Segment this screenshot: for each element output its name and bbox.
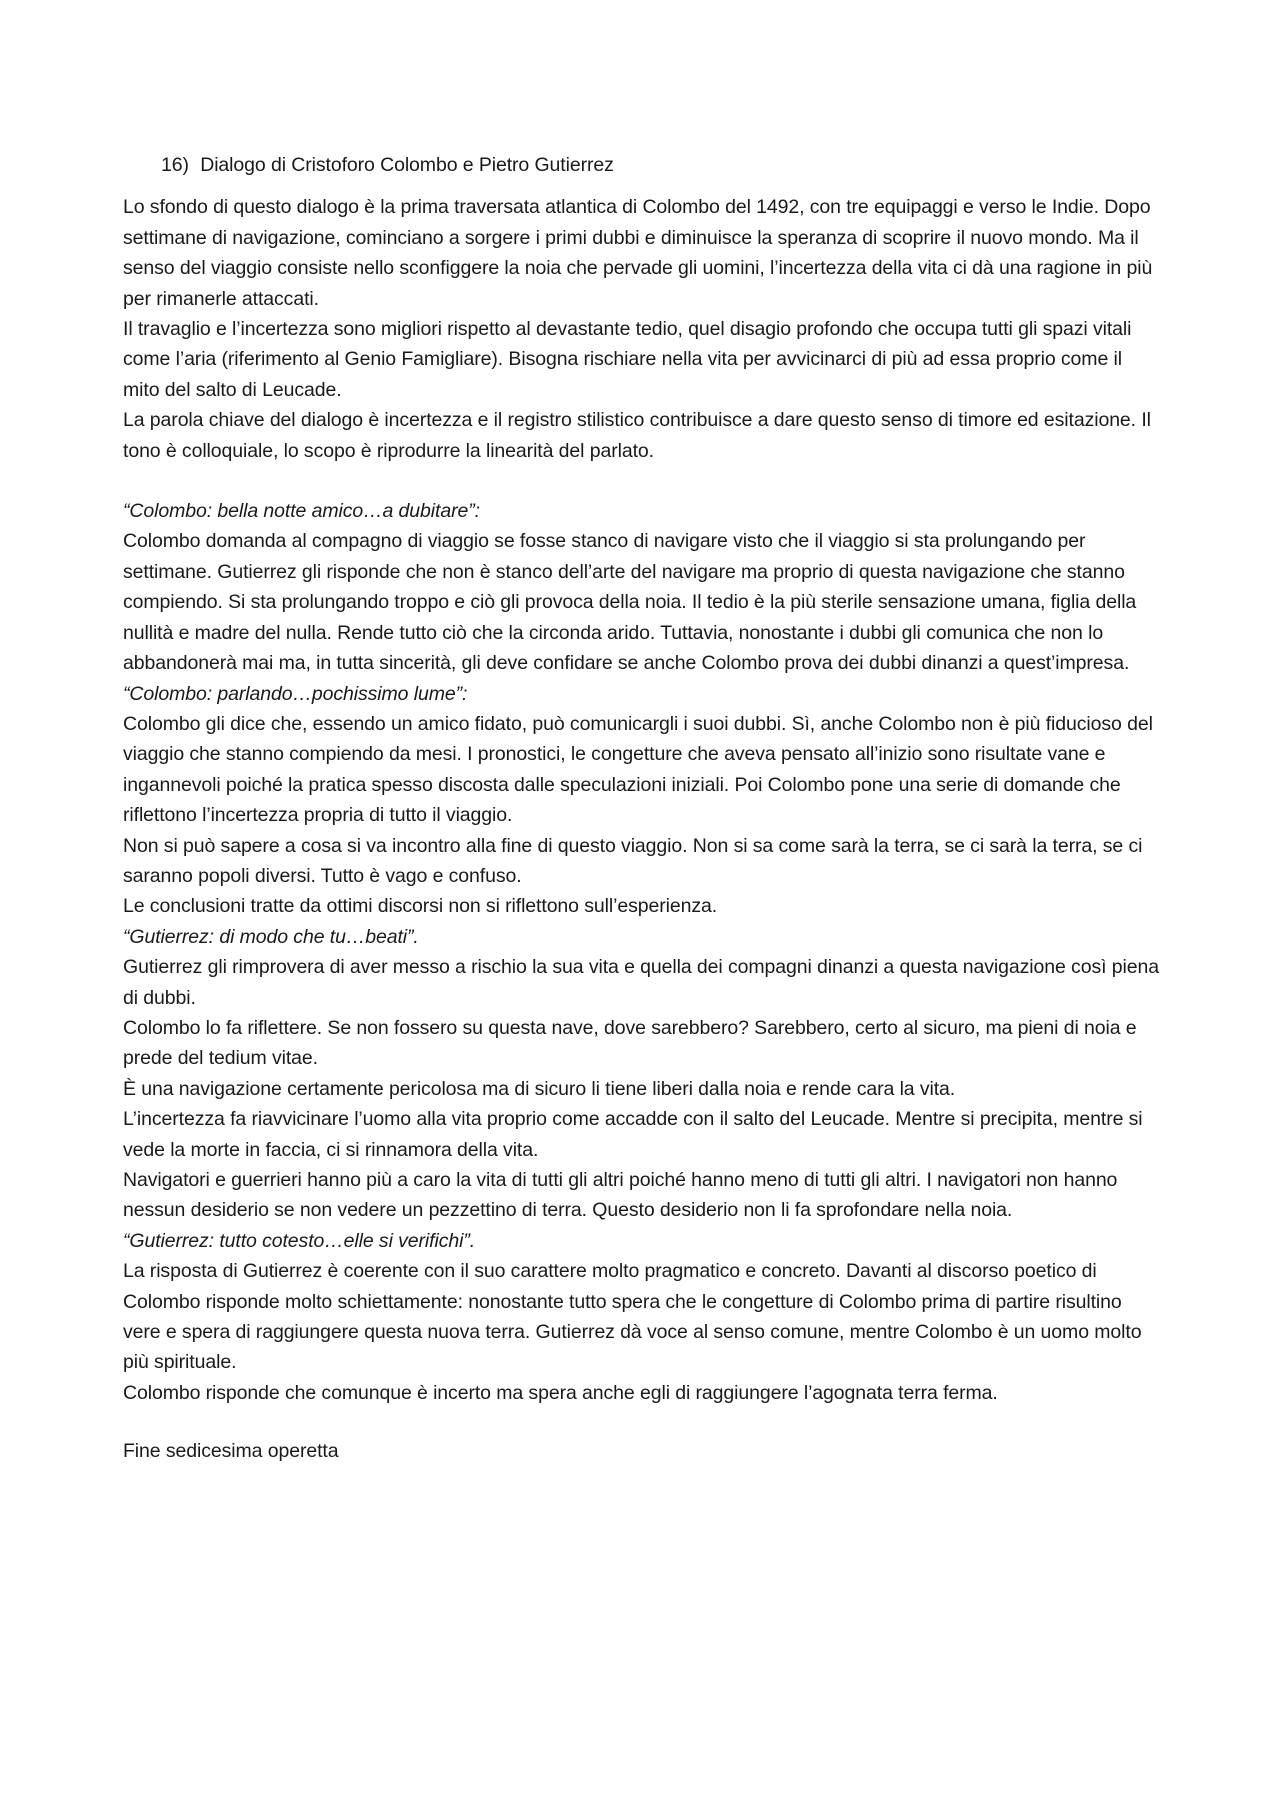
- quote-heading-1: “Colombo: bella notte amico…a dubitare”:: [123, 500, 480, 523]
- section-3-paragraph-3: È una navigazione certamente pericolosa ma di sicuro li tiene liberi dalla noia e rende cara la vita.: [123, 1077, 956, 1100]
- section-2-paragraph-3: Le conclusioni tratte da ottimi discorsi non si riflettono sull’esperienza.: [123, 895, 718, 918]
- quote-heading-4: “Gutierrez: tutto cotesto…elle si verifichi”.: [123, 1229, 476, 1252]
- blank-line: [123, 1408, 1163, 1436]
- intro-paragraph-1: Lo sfondo di questo dialogo è la prima traversata atlantica di Colombo del 1492, con tre equipaggi e verso le Indie. Dopo settimane di navigazione, cominciano a sorgere i primi dubbi e diminuisce la speranza di scoprire il nuovo mondo. Ma il senso del viaggio consiste nello sconfiggere la noia che pervade gli uomini, l’incertezza della vita ci dà una ragione in più per rimanerle attaccati.: [123, 196, 1153, 310]
- section-3-paragraph-2: Colombo lo fa riflettere. Se non fossero su questa nave, dove sarebbero? Sarebbero, certo al sicuro, ma pieni di noia e prede del tedium vitae.: [123, 1016, 1137, 1070]
- heading-title: Dialogo di Cristoforo Colombo e Pietro Gutierrez: [200, 154, 614, 176]
- blank-line: [123, 466, 1163, 496]
- quote-heading-3: “Gutierrez: di modo che tu…beati”.: [123, 925, 419, 948]
- intro-paragraph-2: Il travaglio e l’incertezza sono migliori rispetto al devastante tedio, quel disagio profondo che occupa tutti gli spazi vitali come l’aria (riferimento al Genio Famigliare). Bisogna rischiare nella vita per avvicinarci di più ad essa proprio come il mito del salto di Leucade.: [123, 318, 1132, 401]
- intro-paragraph-3: La parola chiave del dialogo è incertezza e il registro stilistico contribuisce a dare questo senso di timore ed esitazione. Il tono è colloquiale, lo scopo è riprodurre la linearità del parlato.: [123, 409, 1151, 462]
- section-3-paragraph-4: L’incertezza fa riavvicinare l’uomo alla vita proprio come accadde con il salto del Leucade. Mentre si precipita, mentre si vede la morte in faccia, ci si rinnamora della vita.: [123, 1108, 1143, 1161]
- section-2-paragraph-2: Non si può sapere a cosa si va incontro alla fine di questo viaggio. Non si sa come sarà la terra, se ci sarà la terra, se ci saranno popoli diversi. Tutto è vago e confuso.: [123, 834, 1143, 887]
- section-4-paragraph-1: La risposta di Gutierrez è coerente con il suo carattere molto pragmatico e concreto. Davanti al discorso poetico di Colombo risponde molto schiettamente: nonostante tutto spera che le congetture di Colombo prima di partire risultino vere e spera di raggiungere questa nuova terra. Gutierrez dà voce al senso comune, mentre Colombo è un uomo molto più spirituale.: [123, 1260, 1142, 1374]
- quote-heading-2: “Colombo: parlando…pochissimo lume”:: [123, 682, 468, 705]
- heading-number: 16): [161, 154, 189, 176]
- section-3-paragraph-1: Gutierrez gli rimprovera di aver messo a rischio la sua vita e quella dei compagni dinanzi a questa navigazione così piena di dubbi.: [123, 956, 1159, 1009]
- section-4-paragraph-2: Colombo risponde che comunque è incerto ma spera anche egli di raggiungere l’agognata terra ferma.: [123, 1381, 998, 1404]
- section-heading: [123, 150, 1163, 180]
- section-1-paragraph-1: Colombo domanda al compagno di viaggio se fosse stanco di navigare visto che il viaggio si sta prolungando per settimane. Gutierrez gli risponde che non è stanco dell’arte del navigare ma proprio di questa navigazione che stanno compiendo. Si sta prolungando troppo e ciò gli provoca della noia. Il tedio è la più sterile sensazione umana, figlia della nullità e madre del nulla. Rende tutto ciò che la circonda arido. Tuttavia, nonostante i dubbi gli comunica che non lo abbandonerà mai ma, in tutta sincerità, gli deve confidare se anche Colombo prova dei dubbi dinanzi a quest’impresa.: [123, 530, 1137, 675]
- document-body: [123, 150, 1163, 1467]
- section-3-paragraph-5: Navigatori e guerrieri hanno più a caro la vita di tutti gli altri poiché hanno meno di tutti gli altri. I navigatori non hanno nessun desiderio se non vedere un pezzettino di terra. Questo desiderio non li fa sprofondare nella noia.: [123, 1169, 1118, 1222]
- closing-line: Fine sedicesima operetta: [123, 1440, 339, 1463]
- section-2-paragraph-1: Colombo gli dice che, essendo un amico fidato, può comunicargli i suoi dubbi. Sì, anche Colombo non è più fiducioso del viaggio che stanno compiendo da mesi. I pronostici, le congetture che aveva pensato all’inizio sono risultate vane e ingannevoli poiché la pratica spesso discosta dalle speculazioni iniziali. Poi Colombo pone una serie di domande che riflettono l’incertezza propria di tutto il viaggio.: [123, 712, 1153, 827]
